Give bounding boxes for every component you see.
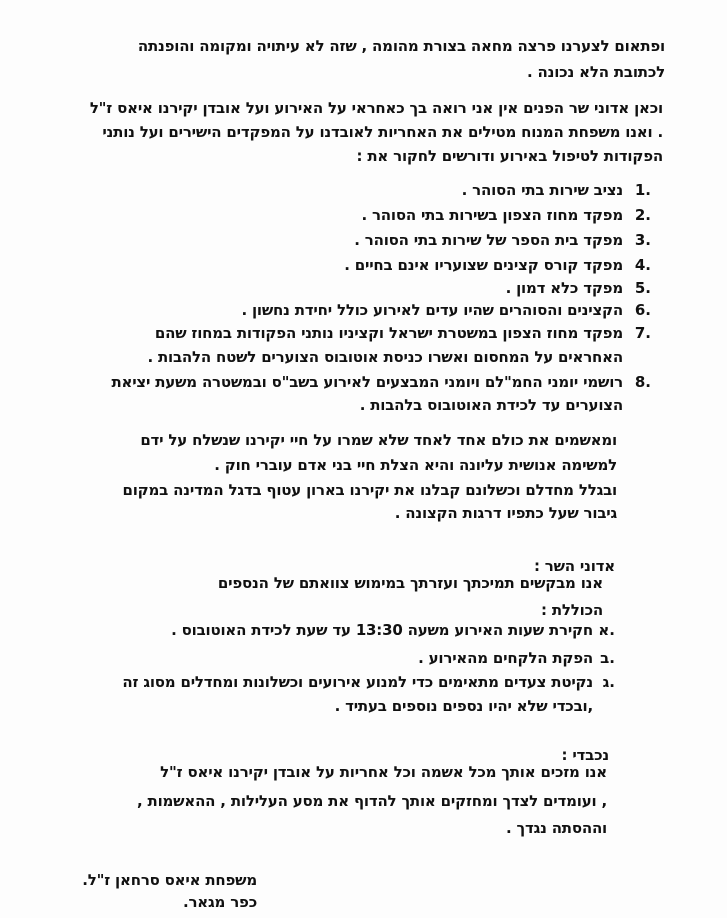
request-line: אנו מבקשים תמיכתך ועזרתך במימוש צוואתם של הנספים — [217, 574, 603, 592]
closing-line-3: וההסתה נגדך . — [505, 819, 607, 837]
list-item-number: 8. — [634, 373, 651, 391]
list-item-number: 7. — [634, 324, 651, 342]
list-item-number: 1. — [634, 181, 651, 199]
list-item: מפקד מחוז הצפון בשירות בתי הסוהר . — [361, 206, 623, 224]
para3-line-4: גיבור שעל כתפיו דרגות הקצונה . — [394, 504, 617, 522]
list-item: מפקד מחוז הצפון במשטרת ישראל וקציניו נותני הפקודות במחוז שהם — [154, 324, 623, 342]
list-item-continuation: האחראים על המחסום ואשרו כניסת אוטובוס הצוערים לשטח הלהבות . — [147, 348, 623, 366]
demand-letter: ב. — [600, 649, 615, 667]
signature-village: כפר מגאר. — [182, 893, 257, 911]
list-item: הקצינים והסוהרים שהיו עדים לאירוע כולל יחידת נחשון . — [241, 301, 623, 319]
including-label: הכוללת : — [541, 601, 603, 619]
list-item-number: 2. — [634, 206, 651, 224]
list-item-number: 3. — [634, 231, 651, 249]
list-item-continuation: הצוערים עד לכידת האוטובוס בלהבות . — [359, 396, 623, 414]
para3-line-2: למשימה אנושית עליונה והיא הצלת חיי בני אדם עוברי חוק . — [214, 456, 617, 474]
list-item: מפקד כלא דמון . — [505, 279, 623, 297]
list-item: מפקד קורס קצינים שצועריו אינם בחיים . — [344, 256, 623, 274]
para2-line-3: הפקודות לטיפול באירוע ודורשים לחקור את : — [356, 147, 663, 165]
list-item-number: 5. — [634, 279, 651, 297]
list-item-number: 6. — [634, 301, 651, 319]
demand-item: הפקת הלקחים מהאירוע . — [418, 649, 593, 667]
para2-line-2: . ואנו משפחת המנוח מטילים את האחריות לאובדנו על המפקדים הישירים ועל נותני — [102, 123, 663, 141]
list-item: מפקד בית הספר של שירות בתי הסוהר . — [354, 231, 623, 249]
sir-heading: אדוני השר : — [533, 557, 615, 575]
demand-item: נקיטת צעדים מתאימים כדי למנוע אירועים וכשלונות ומחדלים מסוג זה — [122, 673, 593, 691]
para2-line-1: וכאן אדוני שר הפנים אין אני רואה בך כאחראי על האירוע ועל אובדן יקירנו איאס ז"ל — [89, 99, 663, 117]
intro-line-1: ופתאום לצערנו פרצה מחאה בצורת מהומה , שזה לא עיתויה ומקומה והופנתה — [137, 37, 665, 55]
para3-line-3: ובגלל מחדלם וכשלונם קבלנו את יקירנו בארון עטוף בדגל המדינה במקום — [122, 481, 617, 499]
closing-line-1: אנו מזכים אותך מכל אשמה וכל אחריות על אובדן יקירנו איאס ז"ל — [160, 763, 607, 781]
para3-line-1: ומאשמים את כולם אחד לאחד שלא שמרו על חיי יקירנו שנשלח על ידם — [140, 431, 617, 449]
intro-line-2: לכתובת הלא נכונה . — [527, 63, 665, 81]
closing-line-2: , ועומדים לצדך ומחזקים אותך להדוף את מסע העלילות , ההאשמות , — [137, 792, 607, 810]
demand-letter: ג. — [602, 673, 615, 691]
demand-item: חקירת שעות האירוע משעה 13:30 עד שעת לכידת האוטובוס . — [171, 621, 593, 639]
demand-letter: א. — [598, 621, 615, 639]
honored-heading: נכבדי : — [561, 746, 609, 764]
list-item: נציב שירות בתי הסוהר . — [461, 181, 623, 199]
signature-family: משפחת איאס סרחאן ז"ל. — [82, 871, 257, 889]
demand-continuation: ,ובכדי שלא יהיו נספים נוספים בעתיד . — [334, 697, 593, 715]
list-item: רושמי יומני החמ"לם ויומני המבצעים לאירוע בשב"ס ובמשטרה משעת יציאת — [111, 373, 623, 391]
list-item-number: 4. — [634, 256, 651, 274]
